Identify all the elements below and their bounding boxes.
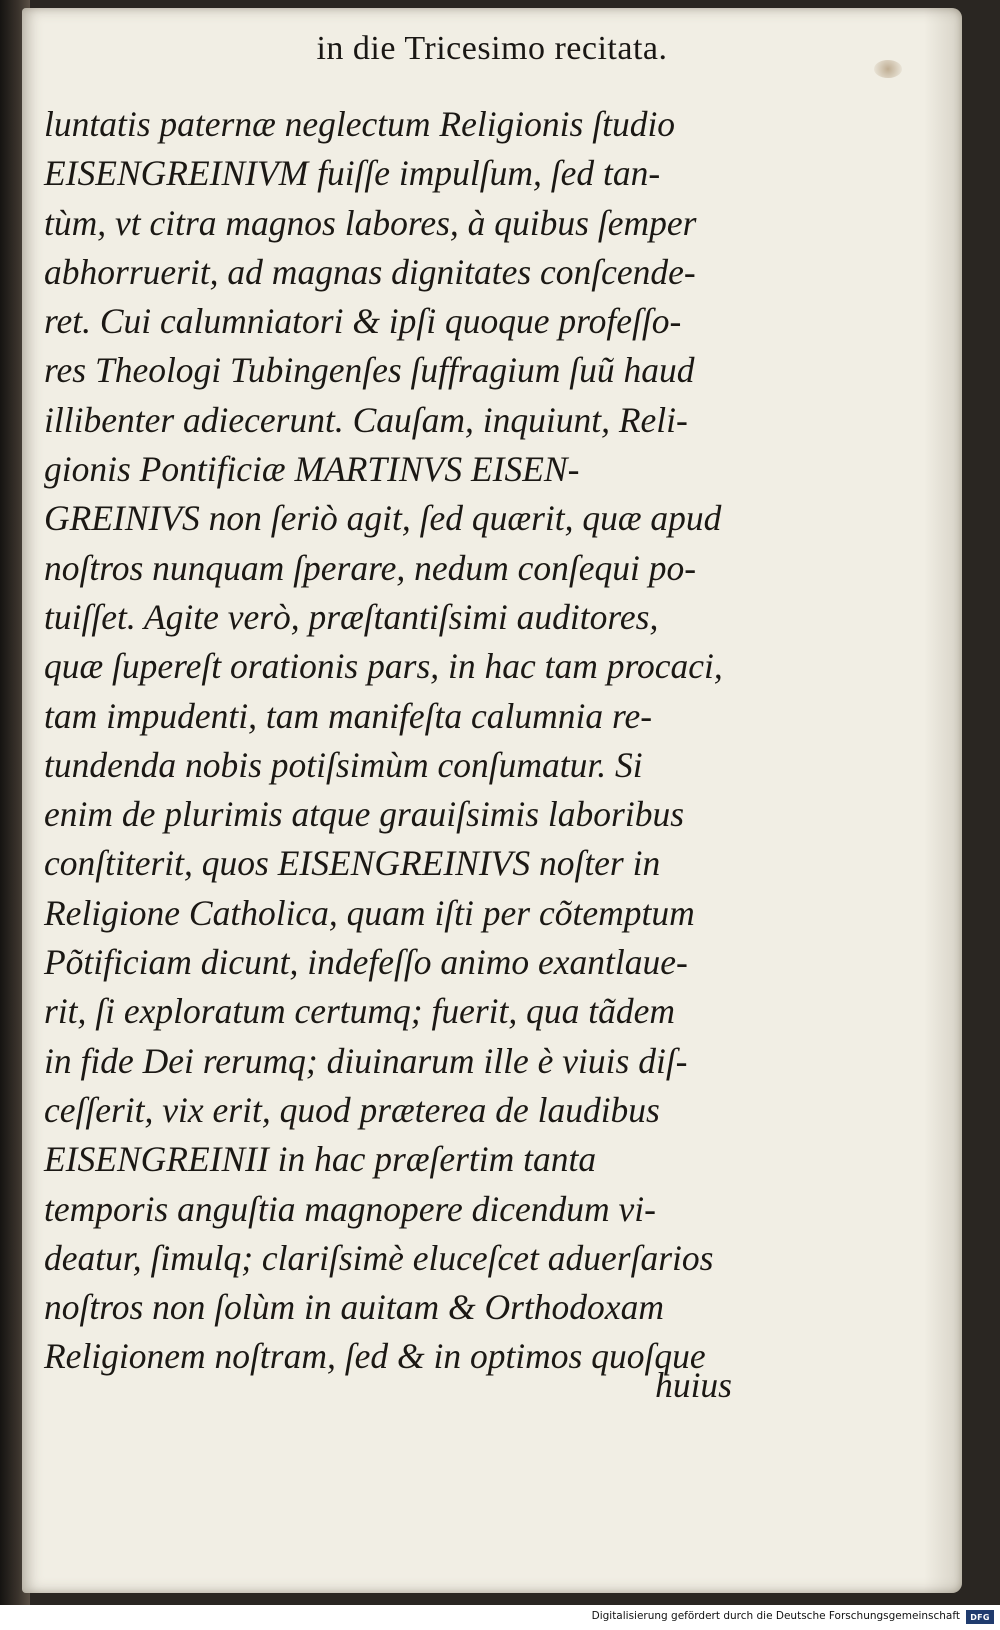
text-line: deatur, ſimulq; clariſsimè eluceſcet aduerſarios: [44, 1237, 714, 1278]
text-line: ret. Cui calumniatori & ipſi quoque profeſſo-: [44, 301, 682, 342]
text-line: EISENGREINII in hac præſertim tanta: [44, 1139, 597, 1180]
text-line: rit, ſi exploratum certumq; fuerit, qua tãdem: [44, 991, 676, 1032]
running-head: in die Tricesimo recitata.: [316, 30, 668, 67]
text-line: luntatis paternæ neglectum Religionis ſtudio: [44, 104, 676, 144]
book-page: [22, 8, 962, 1593]
text-line: Põtificiam dicunt, indefeſſo animo exantlaue-: [44, 942, 688, 983]
text-line: EISENGREINIVM fuiſſe impulſum, ſed tan-: [44, 153, 661, 194]
text-line: Religione Catholica, quam iſti per cõtemptum: [44, 892, 695, 933]
text-line: GREINIVS non ſeriò agit, ſed quærit, quæ apud: [44, 498, 722, 539]
funding-credit: Digitalisierung gefördert durch die Deutsche Forschungsgemeinschaft: [591, 1610, 960, 1622]
text-line: tundenda nobis potiſsimùm conſumatur. Si: [44, 744, 643, 785]
text-line: illibenter adiecerunt. Cauſam, inquiunt, Reli-: [44, 399, 688, 440]
text-line: quæ ſupereſt orationis pars, in hac tam procaci,: [44, 646, 723, 687]
text-line: tùm, vt citra magnos labores, à quibus ſemper: [44, 202, 697, 243]
text-line: abhorruerit, ad magnas dignitates conſcende-: [44, 251, 696, 292]
text-line: Religionem noſtram, ſed & in optimos quoſque: [44, 1336, 706, 1377]
body-text: [44, 100, 744, 1382]
dfg-logo: DFG: [966, 1610, 994, 1624]
text-line: tam impudenti, tam manifeſta calumnia re-: [44, 695, 653, 736]
text-line: conſtiterit, quos EISENGREINIVS noſter in: [44, 843, 661, 884]
text-line: tuiſſet. Agite verò, præſtantiſsimi auditores,: [44, 596, 659, 637]
text-line: noſtros non ſolùm in auitam & Orthodoxam: [44, 1287, 664, 1328]
footer-bar: [0, 1605, 1000, 1630]
text-line: ceſſerit, vix erit, quod præterea de laudibus: [44, 1089, 660, 1130]
page-edge-shading: [924, 8, 962, 1593]
text-line: res Theologi Tubingenſes ſuffragium ſuũ haud: [44, 350, 695, 391]
text-line: noſtros nunquam ſperare, nedum conſequi po-: [44, 547, 697, 588]
text-line: gionis Pontificiæ MARTINVS EISEN-: [44, 449, 580, 490]
text-line: in fide Dei rerumq; diuinarum ille è viuis diſ-: [44, 1040, 688, 1081]
text-line: temporis anguſtia magnopere dicendum vi-: [44, 1188, 656, 1229]
text-line: enim de plurimis atque grauiſsimis laboribus: [44, 794, 685, 835]
catchword: huius: [655, 1365, 732, 1405]
